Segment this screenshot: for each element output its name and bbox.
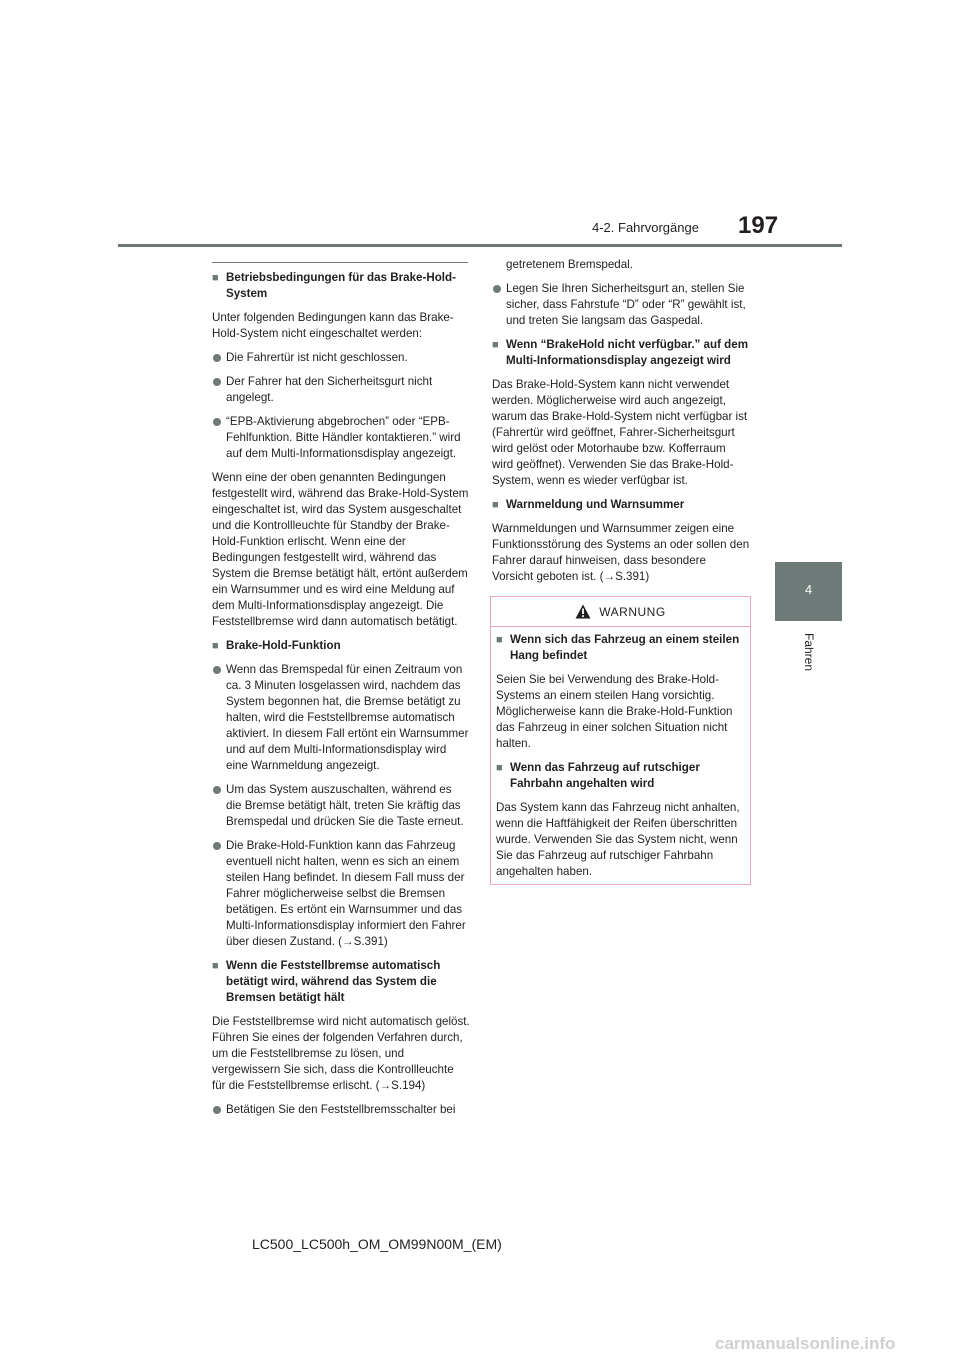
heading-text: Wenn sich das Fahrzeug an einem steilen Hang befindet: [510, 633, 740, 662]
page-number: 197: [738, 212, 779, 239]
heading-text: Wenn das Fahrzeug auf rutschiger Fahrbahn angehalten wird: [510, 761, 700, 790]
square-marker-icon: ■: [212, 640, 219, 652]
bullet-dot-icon: [212, 838, 226, 950]
square-marker-icon: ■: [492, 339, 499, 351]
manual-id-footer: LC500_LC500h_OM_OM99N00M_(EM): [252, 1236, 502, 1252]
list-item: [212, 350, 470, 366]
bullet-dot-icon: [212, 414, 226, 462]
chapter-tab: [775, 562, 842, 621]
chapter-tab-label: Fahren: [802, 633, 816, 672]
paragraph: Das Brake-Hold-System kann nicht verwendet werden. Möglicherweise wird auch angezeigt, warum das Brake-Hold-System nicht verfügbar ist (Fahrertür wird geöffnet, Fahrer-Sicherheitsgurt wird gelöst oder Motorhaube bzw. Kofferraum wird geöffnet). Verwenden Sie das Brake-Hold-System, wenn es wieder verfügbar ist.: [492, 378, 748, 487]
list-item-text: “EPB-Aktivierung abgebrochen” oder “EPB-Fehlfunktion. Bitte Händler kontaktieren.” wird auf dem Multi-Informationsdisplay angezeigt.: [226, 415, 461, 460]
list-item-text: Um das System auszuschalten, während es die Bremse betätigt hält, treten Sie kräftig das Bremspedal und drücken Sie die Taste erneut.: [226, 783, 464, 828]
column-divider: [212, 262, 468, 263]
heading-text: Betriebsbedingungen für das Brake-Hold-System: [226, 271, 456, 300]
right-column: [492, 257, 750, 593]
heading-parking-brake-auto: [212, 958, 470, 1006]
list-item: [212, 374, 470, 406]
heading-text: Brake-Hold-Funktion: [226, 639, 341, 652]
paragraph: Wenn eine der oben genannten Bedingungen festgestellt wird, während das Brake-Hold-System eingeschaltet ist, wird das System ausgeschaltet und die Kontrollleuchte für Standby der Brake-Hold-Funktion erlischt. Wenn eine der Bedingungen festgestellt wird, während das System die Bremse betätigt hält, ertönt außerdem ein Warnsummer und es wird eine Meldung auf dem Multi-Informationsdisplay angezeigt. Die Feststellbremse wird dann automatisch betätigt.: [212, 471, 469, 628]
list-item-text: Die Brake-Hold-Funktion kann das Fahrzeug eventuell nicht halten, wenn es sich an einem steilen Hang befindet. In diesem Fall muss der Fahrer möglicherweise selbst die Bremsen betätigen. Es ertönt ein Warnsummer und das Multi-Informationsdisplay informiert den Fahrer über diesen Zustand. (→S.391): [226, 839, 466, 948]
watermark: carmanualsonline.info: [715, 1334, 896, 1353]
paragraph: Warnmeldungen und Warnsummer zeigen eine Funktionsstörung des Systems an oder sollen den Fahrer darauf hinweisen, dass besondere Vorsicht geboten ist. (→S.391): [492, 522, 750, 583]
chapter-tab-number: 4: [804, 582, 813, 597]
heading-brakehold-unavailable: [492, 337, 750, 369]
warning-box: [490, 596, 751, 885]
paragraph: Das System kann das Fahrzeug nicht anhalten, wenn die Haftfähigkeit der Reifen überschritten wurde. Verwenden Sie das System nicht, wenn Sie das Fahrzeug auf rutschiger Fahrbahn angehalten haben.: [496, 801, 740, 878]
warning-title: WARNUNG: [599, 604, 666, 619]
list-item: [212, 782, 470, 830]
paragraph: Seien Sie bei Verwendung des Brake-Hold-Systems an einem steilen Hang vorsichtig. Möglicherweise kann die Brake-Hold-Funktion das Fahrzeug in einer solchen Situation nicht halten.: [496, 673, 733, 750]
square-marker-icon: ■: [496, 762, 503, 774]
list-item: [212, 1102, 470, 1118]
warning-triangle-icon: [575, 604, 591, 619]
bullet-dot-icon: [492, 281, 506, 329]
paragraph: Die Feststellbremse wird nicht automatisch gelöst. Führen Sie eines der folgenden Verfahren durch, um die Feststellbremse zu lösen, und vergewissern Sie sich, dass die Kontrollleuchte für die Feststellbremse erlischt. (→S.194): [212, 1015, 470, 1092]
warning-heading-steep-slope: [496, 632, 745, 664]
square-marker-icon: ■: [212, 960, 219, 972]
warning-heading-slippery-road: [496, 760, 745, 792]
heading-text: Wenn “BrakeHold nicht verfügbar.” auf dem Multi-Informationsdisplay angezeigt wird: [506, 338, 749, 367]
square-marker-icon: ■: [492, 499, 499, 511]
list-item-text: Legen Sie Ihren Sicherheitsgurt an, stellen Sie sicher, dass Fahrstufe “D” oder “R” gewählt ist, und treten Sie langsam das Gaspedal.: [506, 282, 746, 327]
list-item: [212, 838, 470, 950]
warning-body: [491, 627, 750, 880]
list-item-text: Der Fahrer hat den Sicherheitsgurt nicht angelegt.: [226, 375, 433, 404]
bullet-dot-icon: [212, 374, 226, 406]
list-item: [212, 662, 470, 774]
heading-text: Wenn die Feststellbremse automatisch betätigt wird, während das System die Bremsen betätigt hält: [226, 959, 441, 1004]
bullet-dot-icon: [212, 1102, 226, 1118]
bullet-dot-icon: [212, 782, 226, 830]
bullet-dot-icon: [212, 350, 226, 366]
section-title: 4-2. Fahrvorgänge: [592, 220, 699, 235]
heading-operating-conditions: [212, 270, 470, 302]
warning-header: [491, 597, 750, 627]
bullet-dot-icon: [212, 662, 226, 774]
paragraph: Unter folgenden Bedingungen kann das Brake-Hold-System nicht eingeschaltet werden:: [212, 311, 454, 340]
list-item: [212, 414, 470, 462]
square-marker-icon: ■: [212, 272, 219, 284]
list-item: [492, 281, 750, 329]
square-marker-icon: ■: [496, 634, 503, 646]
heading-warning-messages: [492, 497, 750, 513]
heading-brake-hold-function: [212, 638, 470, 654]
list-item-continuation: getretenem Bremspedal.: [506, 258, 633, 271]
list-item-text: Die Fahrertür ist nicht geschlossen.: [226, 351, 408, 364]
heading-text: Warnmeldung und Warnsummer: [506, 498, 685, 511]
left-column: [212, 270, 470, 1126]
list-item-text: Betätigen Sie den Feststellbremsschalter bei: [226, 1103, 456, 1116]
header-divider: [118, 244, 842, 247]
list-item-text: Wenn das Bremspedal für einen Zeitraum von ca. 3 Minuten losgelassen wird, nachdem das System begonnen hat, die Bremse betätigt zu halten, wird die Feststellbremse automatisch aktiviert. In diesem Fall ertönt ein Warnsummer und auf dem Multi-Informationsdisplay wird eine Warnmeldung angezeigt.: [226, 663, 469, 772]
